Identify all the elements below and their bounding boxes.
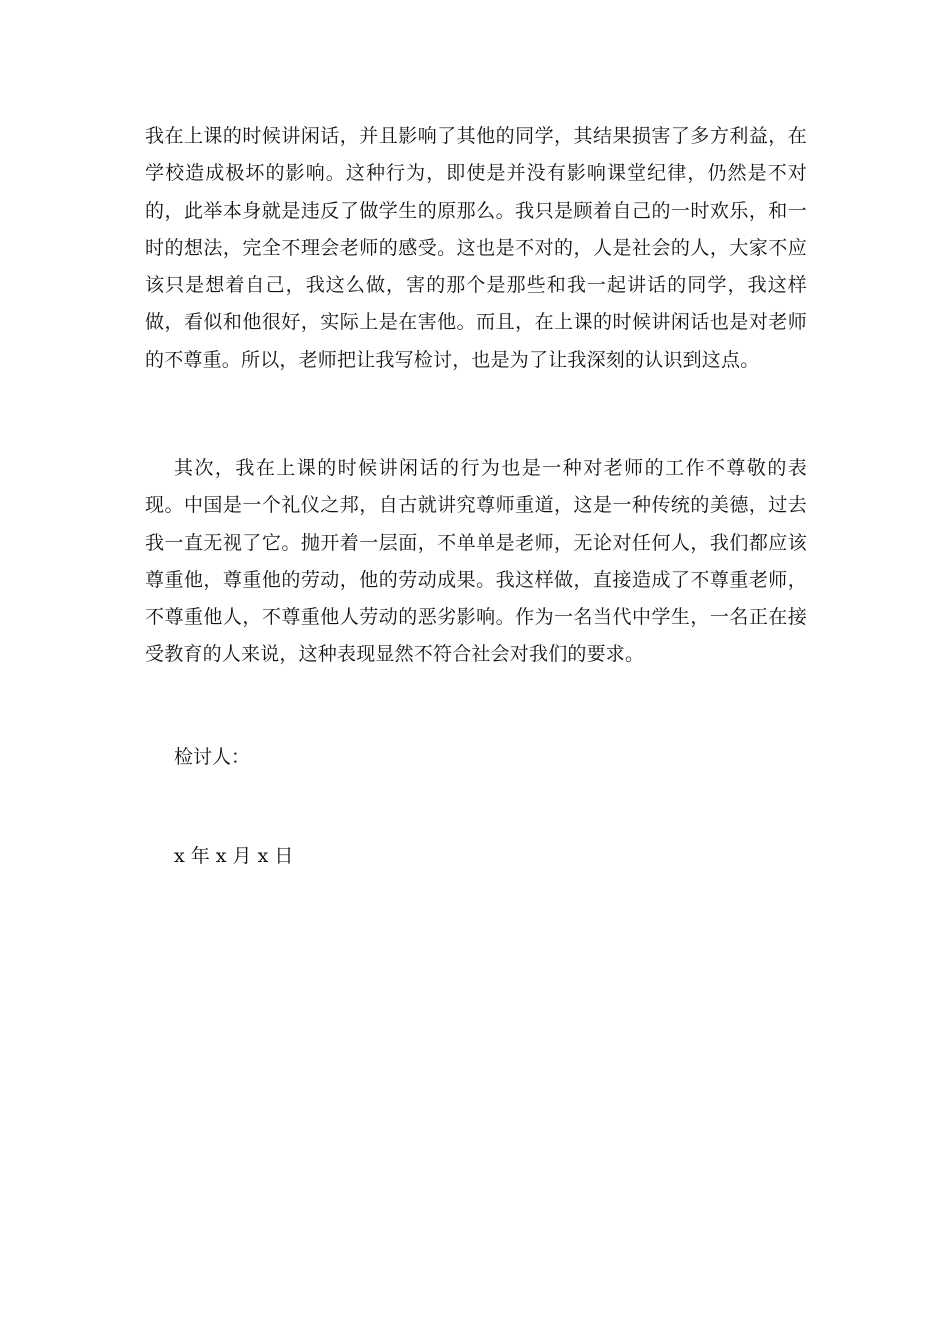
date-line: x 年 x 月 x 日: [174, 845, 294, 867]
paragraph-1: 我在上课的时候讲闲话，并且影响了其他的同学，其结果损害了多方利益，在学校造成极坏的影响。这种行为，即使是并没有影响课堂纪律，仍然是不对的，此举本身就是违反了做学生的原那么。我只是顾着自己的一时欢乐，和一时的想法，完全不理会老师的感受。这也是不对的，人是社会的人，大家不应该只是想着自己，我这么做，害的那个是那些和我一起讲话的同学，我这样做，看似和他很好，实际上是在害他。而且，在上课的时候讲闲话也是对老师的不尊重。所以，老师把让我写检讨，也是为了让我深刻的认识到这点。: [145, 125, 807, 371]
paragraph-2: 其次，我在上课的时候讲闲话的行为也是一种对老师的工作不尊敬的表现。中国是一个礼仪之邦，自古就讲究尊师重道，这是一种传统的美德，过去我一直无视了它。抛开着一层面，不单单是老师，无论对任何人，我们都应该尊重他，尊重他的劳动，他的劳动成果。我这样做，直接造成了不尊重老师，不尊重他人，不尊重他人劳动的恶劣影响。作为一名当代中学生，一名正在接受教育的人来说，这种表现显然不符合社会对我们的要求。: [145, 457, 807, 666]
signer-label: 检讨人：: [174, 746, 251, 768]
